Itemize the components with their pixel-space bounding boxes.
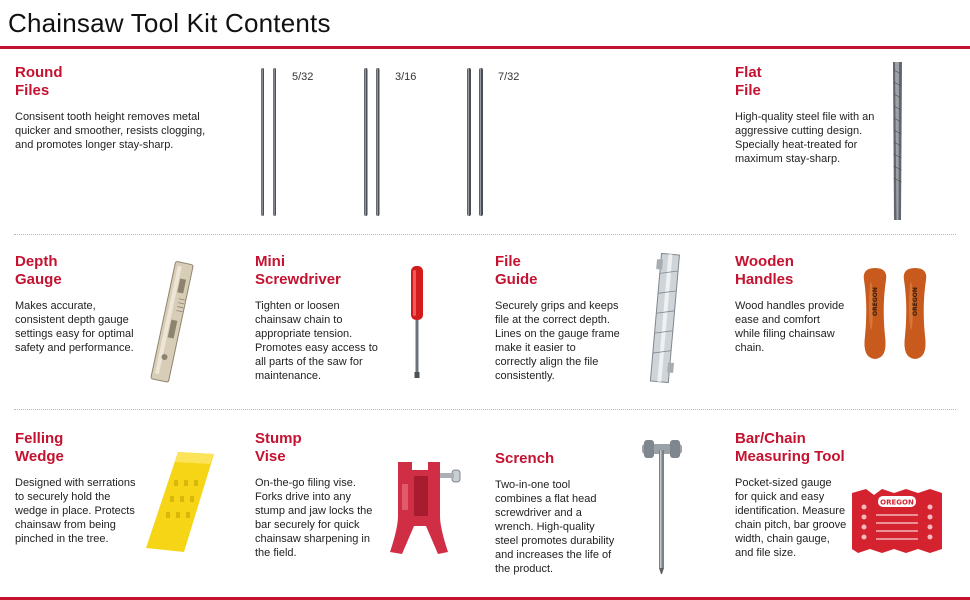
felling-wedge-image — [144, 450, 216, 554]
row-divider — [14, 409, 956, 410]
section-felling-wedge — [15, 430, 140, 546]
section-stump-vise — [255, 430, 375, 560]
round-file-size-label: 3/16 — [395, 71, 417, 83]
measuring-tool-image — [848, 487, 946, 555]
wooden-handles-image — [858, 266, 938, 362]
section-depth-gauge — [15, 253, 140, 355]
mini-screwdriver-description: Tighten or loosen chainsaw chain to appropriate tension. Promotes easy access to all parts of the saw for maintenance. — [255, 300, 378, 382]
stump-vise-image — [386, 456, 466, 560]
measuring-tool-heading: Bar/Chain Measuring Tool — [735, 430, 845, 465]
title-rule — [0, 46, 970, 49]
handle-brand-text: OREGON — [872, 287, 879, 316]
round-file-size-label: 7/32 — [498, 71, 520, 83]
screnche-description: Two-in-one tool combines a flat head screwdriver and a wrench. High-quality steel promotes durability and increases the life of the product. — [495, 479, 615, 575]
round-files-heading: Round Files — [15, 64, 63, 99]
flat-file-description: High-quality steel file with an aggressive cutting design. Specially heat-treated for maximum stay-sharp. — [735, 111, 875, 165]
depth-gauge-image — [138, 258, 208, 386]
depth-gauge-description: Makes accurate, consistent depth gauge settings easy for optimal safety and performance. — [15, 300, 134, 354]
wooden-handles-description: Wood handles provide ease and comfort while filing chainsaw chain. — [735, 300, 845, 354]
handle-brand-text: OREGON — [912, 287, 919, 316]
measuring-tool-brand-text: OREGON — [880, 498, 914, 507]
round-file-size-label: 5/32 — [292, 71, 314, 83]
section-measuring-tool — [735, 430, 847, 560]
wooden-handles-heading: Wooden Handles — [735, 253, 794, 288]
mini-screwdriver-image — [405, 264, 429, 380]
round-file-5-32-image — [258, 66, 282, 218]
flat-file-heading: Flat File — [735, 64, 762, 99]
section-file-guide — [495, 253, 620, 383]
file-guide-description: Securely grips and keeps file at the correct depth. Lines on the gauge frame make it easier to correctly align the file consistently. — [495, 300, 620, 382]
flat-file-image — [888, 60, 908, 222]
section-mini-screwdriver — [255, 253, 380, 383]
scrench-image — [640, 436, 684, 576]
stump-vise-description: On-the-go filing vise. Forks drive into any stump and jaw locks the bar securely for quick chainsaw sharpening in the field. — [255, 477, 373, 559]
section-round-files — [15, 64, 225, 152]
depth-gauge-heading: Depth Gauge — [15, 253, 62, 288]
row-divider — [14, 234, 956, 235]
stump-vise-heading: Stump Vise — [255, 430, 302, 465]
file-guide-heading: File Guide — [495, 253, 538, 288]
mini-screwdriver-heading: Mini Screwdriver — [255, 253, 341, 288]
file-guide-image — [640, 250, 690, 385]
felling-wedge-heading: Felling Wedge — [15, 430, 64, 465]
section-flat-file — [735, 64, 875, 166]
page-title: Chainsaw Tool Kit Contents — [8, 8, 331, 38]
round-file-3-16-image — [361, 66, 385, 218]
round-file-7-32-image — [464, 66, 488, 218]
section-screnche — [495, 450, 620, 576]
measuring-tool-description: Pocket-sized gauge for quick and easy identification. Measure chain pitch, bar groove width, chain gauge, and file size. — [735, 477, 847, 559]
screnche-heading: Scrench — [495, 450, 555, 467]
felling-wedge-description: Designed with serrations to securely hold the wedge in place. Protects chainsaw from being pinched in the tree. — [15, 477, 136, 545]
section-wooden-handles — [735, 253, 845, 355]
round-files-description: Consisent tooth height removes metal quicker and smoother, resists clogging, and promotes longer stay-sharp. — [15, 111, 206, 151]
